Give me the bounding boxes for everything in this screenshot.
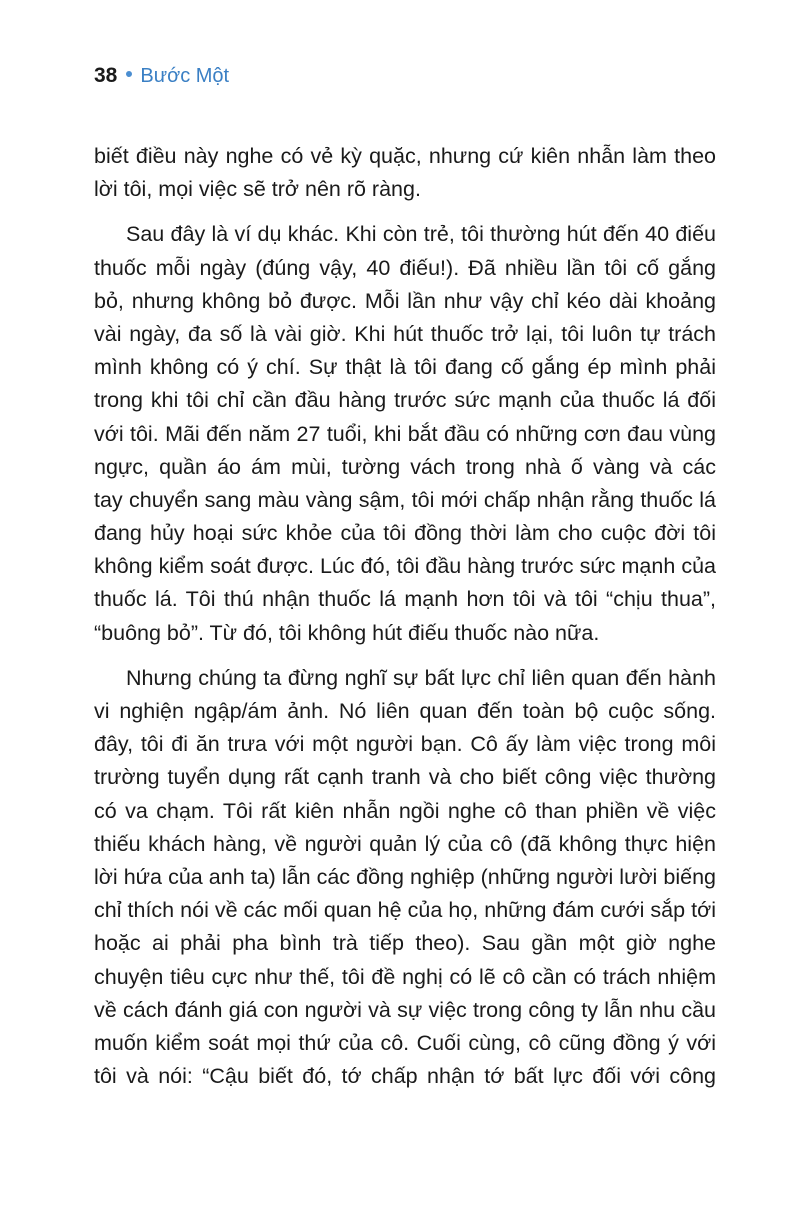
text-line: tôi và nói: “Cậu biết đó, tớ chấp nhận tớ bất lực đối với công xyxy=(94,1064,716,1089)
text-line: đây, tôi đi ăn trưa với một người bạn. Cô ấy làm việc trong môi xyxy=(94,732,716,757)
text-line: trường tuyển dụng rất cạnh tranh và cho biết công việc thường xyxy=(94,765,716,790)
body-text xyxy=(94,140,716,1093)
text-line: thuốc mỗi ngày (đúng vậy, 40 điếu!). Đã nhiều lần tôi cố gắng xyxy=(94,255,716,280)
bullet-separator xyxy=(126,71,132,77)
text-line: chỉ thích nói về các mối quan hệ của họ, những đám cưới sắp tới xyxy=(94,898,716,923)
text-line: với tôi. Mãi đến năm 27 tuổi, khi bắt đầu có những cơn đau vùng xyxy=(94,421,716,446)
text-line: bỏ, nhưng không bỏ được. Mỗi lần như vậy chỉ kéo dài khoảng xyxy=(94,288,716,313)
text-line: chuyện tiêu cực như thế, tôi đề nghị có lẽ cô cần có trách nhiệm xyxy=(94,964,716,989)
text-line: đang hủy hoại sức khỏe của tôi đồng thời làm cho cuộc đời tôi xyxy=(94,521,716,546)
text-line: có va chạm. Tôi rất kiên nhẫn ngồi nghe cô than phiền về việc xyxy=(94,798,716,823)
chapter-title: Bước Một xyxy=(140,65,230,87)
text-line: biết điều này nghe có vẻ kỳ quặc, nhưng cứ kiên nhẫn làm theo xyxy=(94,144,716,168)
text-line: mình không có ý chí. Sự thật là tôi đang cố gắng ép mình phải xyxy=(94,355,716,380)
text-line: vi nghiện ngập/ám ảnh. Nó liên quan đến toàn bộ cuộc sống. xyxy=(94,699,716,723)
text-line: Nhưng chúng ta đừng nghĩ sự bất lực chỉ liên quan đến hành xyxy=(126,665,716,690)
text-line: hoặc ai phải pha bình trà tiếp theo). Sau gần một giờ nghe xyxy=(94,931,716,956)
text-line: ngực, quần áo ám mùi, tường vách trong nhà ố vàng và các xyxy=(94,454,716,479)
page-number: 38 xyxy=(94,64,118,87)
text-line: vài ngày, đa số là vài giờ. Khi hút thuốc trở lại, tôi luôn tự trách xyxy=(94,321,716,346)
text-line: thuốc lá. Tôi thú nhận thuốc lá mạnh hơn tôi và tôi “chịu thua”, xyxy=(94,587,716,612)
running-header xyxy=(94,62,229,90)
text-line: về cách đánh giá con người và sự việc trong công ty lẫn nhu cầu xyxy=(94,997,716,1022)
text-line: tay chuyển sang màu vàng sậm, tôi mới chấp nhận rằng thuốc lá xyxy=(94,487,716,512)
text-line: thiếu khách hàng, về người quản lý của cô (đã không thực hiện xyxy=(94,831,716,856)
text-line: Sau đây là ví dụ khác. Khi còn trẻ, tôi thường hút đến 40 điếu xyxy=(126,222,716,247)
text-line: không kiểm soát được. Lúc đó, tôi đầu hàng trước sức mạnh của xyxy=(94,554,716,579)
text-line: “buông bỏ”. Từ đó, tôi không hút điếu thuốc nào nữa. xyxy=(94,620,600,645)
text-line: trong khi tôi chỉ cần đầu hàng trước sức mạnh của thuốc lá đối xyxy=(94,388,716,413)
text-line: lời tôi, mọi việc sẽ trở nên rõ ràng. xyxy=(94,177,421,202)
text-line: lời hứa của anh ta) lẫn các đồng nghiệp (những người lười biếng xyxy=(94,864,716,889)
paragraph xyxy=(94,218,716,649)
paragraph xyxy=(94,662,716,1093)
paragraph xyxy=(94,140,716,206)
text-line: muốn kiểm soát mọi thứ của cô. Cuối cùng, cô cũng đồng ý với xyxy=(94,1030,716,1055)
